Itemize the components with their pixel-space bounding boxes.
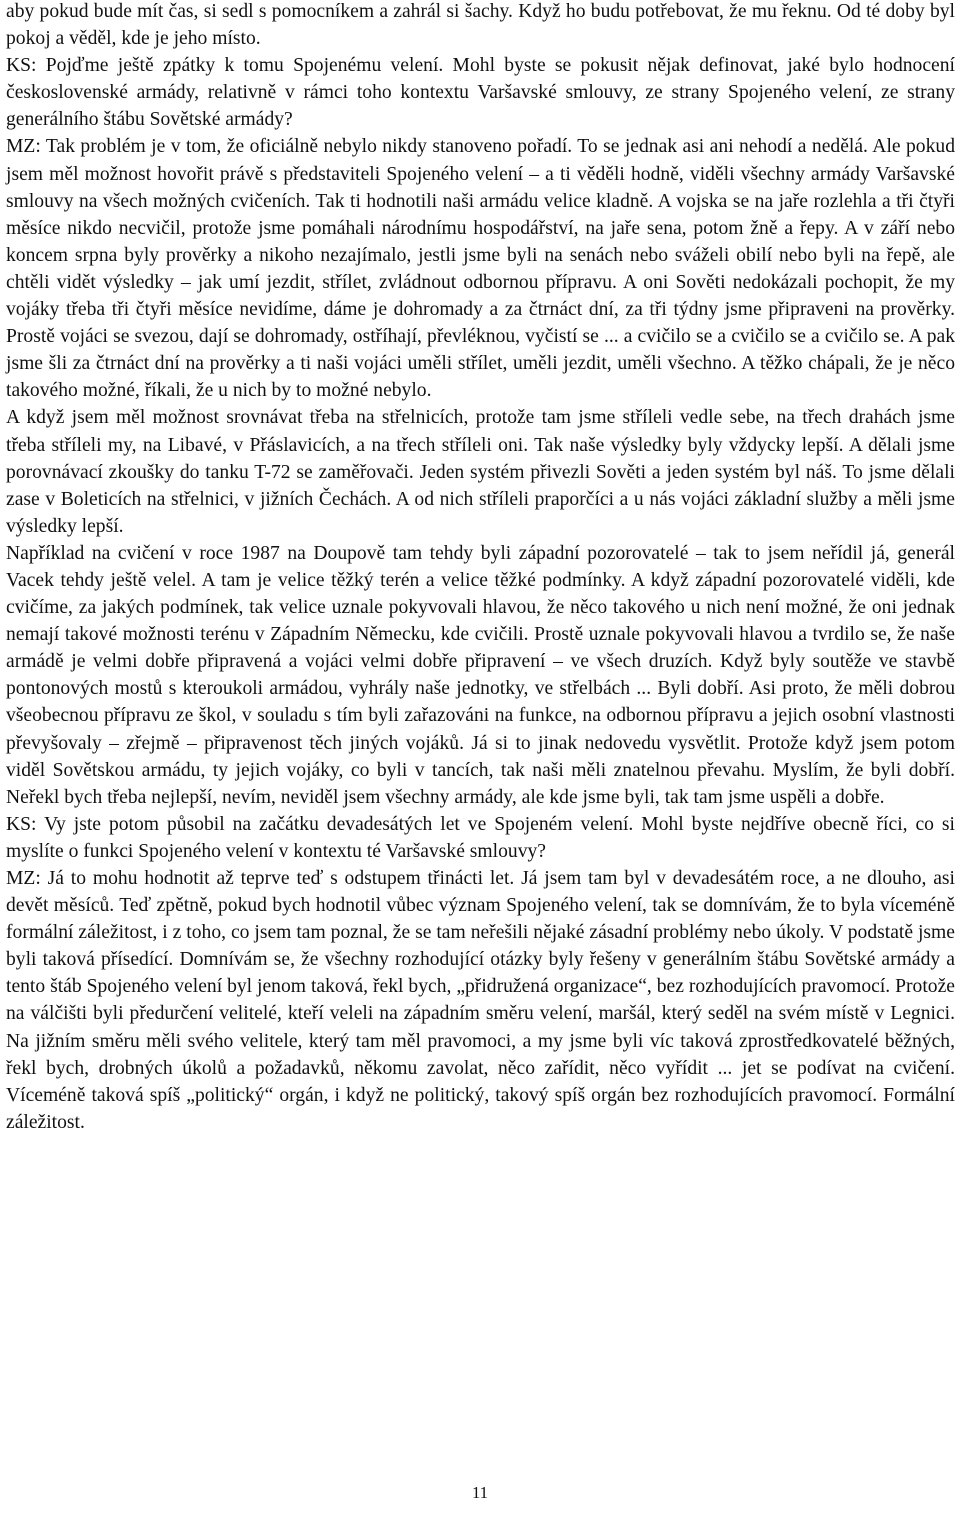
paragraph: Například na cvičení v roce 1987 na Doupově tam tehdy byli západní pozorovatelé – tak to jsem neřídil já, generál Vacek tehdy ještě velel. A tam je velice těžký terén a velice těžké podmínky. A když západní pozorovatelé viděli, kde cvičíme, za jakých podmínek, tak velice uznale pokyvovali hlavou, že něco takového u nich není možné, že oni jednak nemají takové možnosti terénu v Západním Německu, kde cvičili. Prostě uznale pokyvovali hlavou a tvrdilo se, že naše armádě je velmi dobře připravená a vojáci velmi dobře připravení – ve všech druzích. Když byly soutěže ve stavbě pontonových mostů s kteroukoli armádou, vyhrály naše jednotky, ve střelbách ... Byli dobří. Asi proto, že měli dobrou všeobecnou přípravu ze škol, v souladu s tím byli zařazováni na funkce, na odbornou přípravu a jejich osobní vlastnosti převyšovaly – zřejmě – připravenost těch jiných vojáků. Já si to jinak nedovedu vysvětlit. Protože když jsem potom viděl Sovětskou armádu, ty jejich vojáky, co byli v tancích, tak naši měli znatelnou převahu. Myslím, že byli dobří. Neřekl bych třeba nejlepší, nevím, neviděl jsem všechny armády, ale kde jsme byli, tak tam jsme uspěli a dobře. [6, 542, 955, 808]
paragraph: MZ: Tak problém je v tom, že oficiálně nebylo nikdy stanoveno pořadí. To se jednak asi ani nehodí a nedělá. Ale pokud jsem měl možnost hovořit právě s představiteli Spojeného velení – a ti věděli hodně, viděli všechny armády Varšavské smlouvy na všech možných cvičeních. Tak ti hodnotili naši armádu velice kladně. A vojska se na jaře rozlehla a tři čtyři měsíce nikdo necvičil, protože jsme pomáhali národnímu hospodářství, na jaře sena, potom žně a řepy. A v září nebo koncem srpna byly prověrky a nikoho nezajímalo, jestli jsme byli na senách nebo sváželi obilí nebo byli na řepě, ale chtěli vidět výsledky – jak umí jezdit, střílet, zvládnout odbornou přípravu. A oni Sověti nedokázali pochopit, že my vojáky třeba tři čtyři měsíce nevidíme, dáme je dohromady a za čtrnáct dní, za tři týdny jsme připraveni na prověrky. Prostě vojáci se svezou, dají se dohromady, ostříhají, převléknou, vyčistí se ... a cvičilo se a cvičilo se a cvičilo se. A pak jsme šli za čtrnáct dní na prověrky a ti naši vojáci uměli střílet, uměli jezdit, uměli všechno. A těžko chápali, že je něco takového možné, říkali, že u nich by to možné nebylo. [6, 136, 955, 402]
paragraph: KS: Vy jste potom působil na začátku devadesátých let ve Spojeném velení. Mohl byste nejdříve obecně říci, co si myslíte o funkci Spojeného velení v kontextu té Varšavské smlouvy? [6, 813, 955, 862]
paragraph: MZ: Já to mohu hodnotit až teprve teď s odstupem třinácti let. Já jsem tam byl v devadesátém roce, a ne dlouho, asi devět měsíců. Teď zpětně, pokud bych hodnotil vůbec význam Spojeného velení, tak se domnívám, že to byla víceméně formální záležitost, i z toho, co jsem tam poznal, že se tam neřešili nějaké zásadní problémy nebo úkoly. V podstatě jsme byli taková přísedící. Domnívám se, že všechny rozhodující otázky byly řešeny v generálním štábu Sovětské armády a tento štáb Spojeného velení byl jenom taková, řekl bych, „přidružená organizace“, bez rozhodujících pravomocí. Protože na válčišti byli předurčení velitelé, kteří veleli na západním směru velení, maršál, který seděl na svém místě v Legnici. Na jižním směru měli svého velitele, který tam měl pravomoci, a my jsme byli víc taková zprostředkovatelé běžných, řekl bych, drobných úkolů a požadavků, někomu zavolat, něco zařídit, něco vyřídit ... jet se podívat na cvičení. Víceméně taková spíš „politický“ orgán, i když ne politický, takový spíš orgán bez rozhodujících pravomocí. Formální záležitost. [6, 868, 955, 1133]
paragraph: KS: Pojďme ještě zpátky k tomu Spojenému velení. Mohl byste se pokusit nějak definovat, jaké bylo hodnocení československé armády, relativně v rámci toho kontextu Varšavské smlouvy, ze strany Spojeného velení, ze strany generálního štábu Sovětské armády? [6, 55, 955, 131]
paragraph: A když jsem měl možnost srovnávat třeba na střelnicích, protože tam jsme stříleli vedle sebe, na třech drahách jsme třeba stříleli my, na Libavé, v Přáslavicích, a na třech stříleli oni. Tak naše výsledky byly vždycky lepší. A dělali jsme porovnávací zkoušky do tanku T-72 se zaměřovači. Jeden systém přivezli Sověti a jeden systém byl náš. To jsme dělali zase v Boleticích na střelnici, v jižních Čechách. A od nich stříleli praporčíci a u nás vojáci základní služby a měli jsme výsledky lepší. [6, 407, 955, 537]
text-body [6, 0, 955, 1136]
page-number: 11 [471, 1483, 489, 1502]
paragraph: aby pokud bude mít čas, si sedl s pomocníkem a zahrál si šachy. Když ho budu potřebovat, že mu řeknu. Od té doby byl pokoj a věděl, kde je jeho místo. [6, 1, 955, 50]
